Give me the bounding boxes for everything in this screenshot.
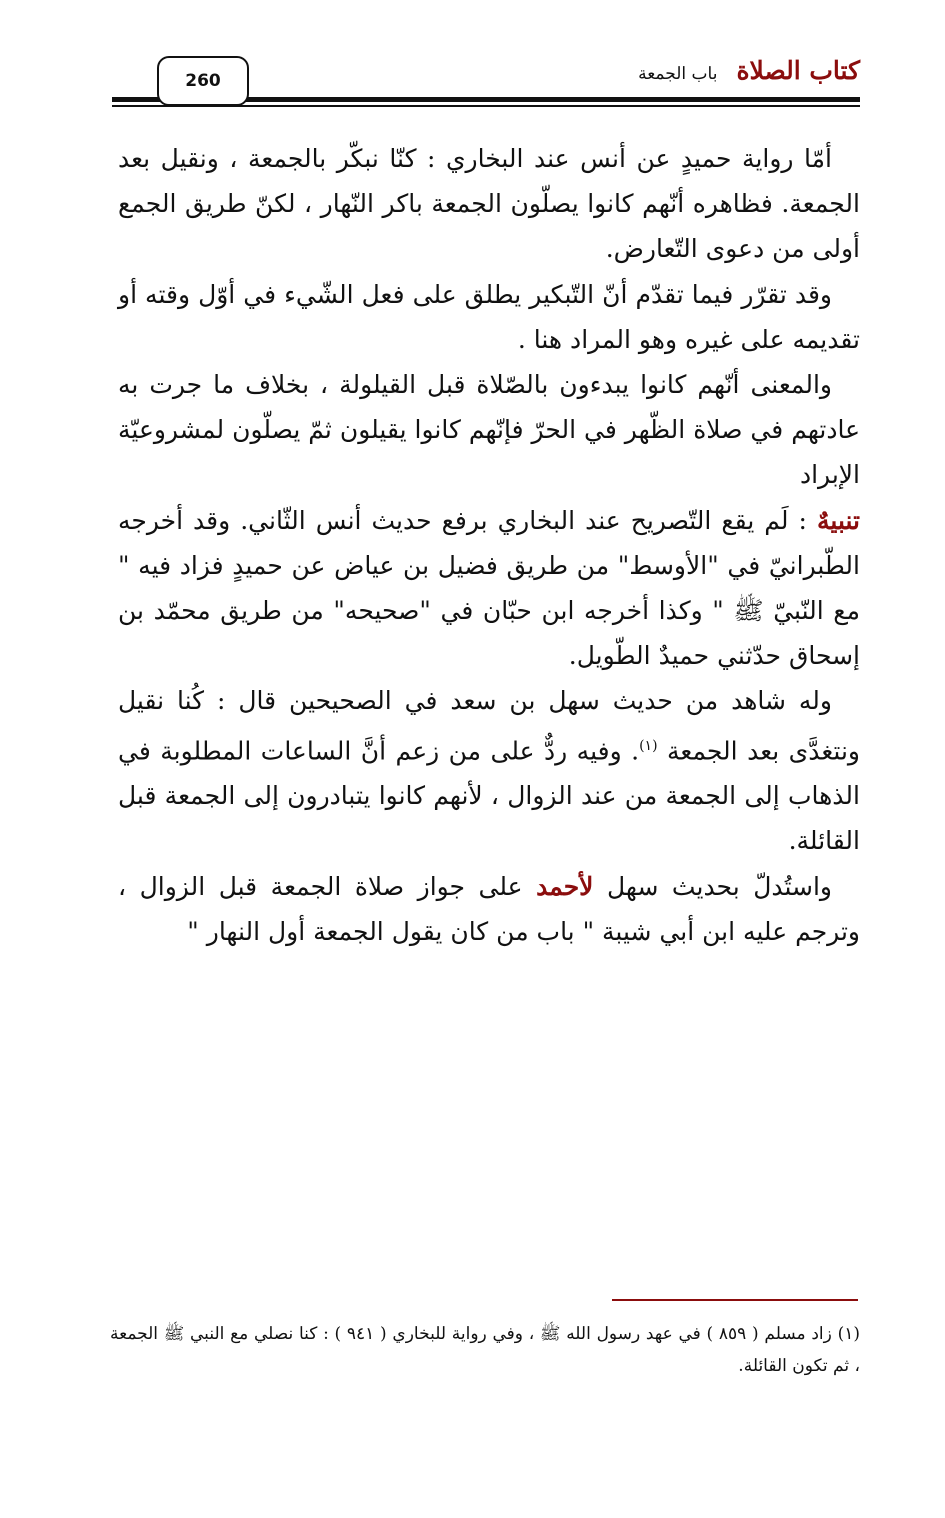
footnote-separator (612, 1299, 858, 1301)
paragraph-5-text-b: . وفيه ردٌّ على من زعم أنَّ الساعات المطلوبة في الذهاب إلى الجمعة من عند الزوال ، لأنهم كانوا يتبادرون إلى الجمعة قبل القائلة. (118, 735, 860, 856)
footnotes (110, 1318, 860, 1382)
page-header (112, 50, 860, 110)
running-title (638, 56, 860, 85)
paragraph-5-text-a: وله شاهد من حديث سهل بن سعد في الصحيحين قال : كُنا نقيل ونتغدَّى بعد الجمعة (118, 686, 861, 765)
paragraph-5 (118, 678, 860, 863)
paragraph-1: أمّا رواية حميدٍ عن أنس عند البخاري : كنّا نبكّر بالجمعة ، ونقيل بعد الجمعة. فظاهره أنّهم كانوا يصلّون الجمعة باكر النّهار ، لكنّ طريق الجمع أولى من دعوى التّعارض. (118, 144, 860, 264)
footnote-ref[interactable]: (١) (639, 737, 658, 754)
note-label: تنبيهٌ (817, 505, 860, 535)
chapter-title: باب الجمعة (638, 64, 718, 84)
body-text (118, 136, 860, 954)
book-title: كتاب الصلاة (736, 56, 860, 85)
paragraph-6-text-b: على جواز صلاة الجمعة قبل الزوال ، وترجم عليه ابن أبي شيبة " باب من كان يقول الجمعة أول النهار " (118, 871, 860, 946)
footnote-1: (١) زاد مسلم ( ٨٥٩ ) في عهد رسول الله ﷺ ، وفي رواية للبخاري ( ٩٤١ ) : كنا نصلي مع النبي ﷺ الجمعة ، ثم تكون القائلة. (110, 1324, 860, 1376)
highlighted-name: لأحمد (536, 871, 594, 901)
paragraph-4-text: : لَم يقع التّصريح عند البخاري برفع حديث أنس الثّاني. وقد أخرجه الطّبرانيّ في "الأوسط" من طريق فضيل بن عياض عن حميدٍ فزاد فيه " مع النّبيّ ﷺ " وكذا أخرجه ابن حبّان في "صحيحه" من طريق محمّد بن إسحاق حدّثني حميدٌ الطّويل. (118, 505, 860, 671)
paragraph-4 (118, 498, 860, 679)
paragraph-6-text-a: واستُدلّ بحديث سهل (593, 871, 832, 901)
paragraph-6 (118, 864, 860, 954)
paragraph-3: والمعنى أنّهم كانوا يبدءون بالصّلاة قبل القيلولة ، بخلاف ما جرت به عادتهم في صلاة الظّهر في الحرّ فإنّهم كانوا يقيلون ثمّ يصلّون لمشروعيّة الإبراد (118, 370, 860, 490)
paragraph-2: وقد تقرّر فيما تقدّم أنّ التّبكير يطلق على فعل الشّيء في أوّل وقته أو تقديمه على غيره وهو المراد هنا . (118, 279, 860, 354)
page-number: 260 (157, 56, 249, 106)
